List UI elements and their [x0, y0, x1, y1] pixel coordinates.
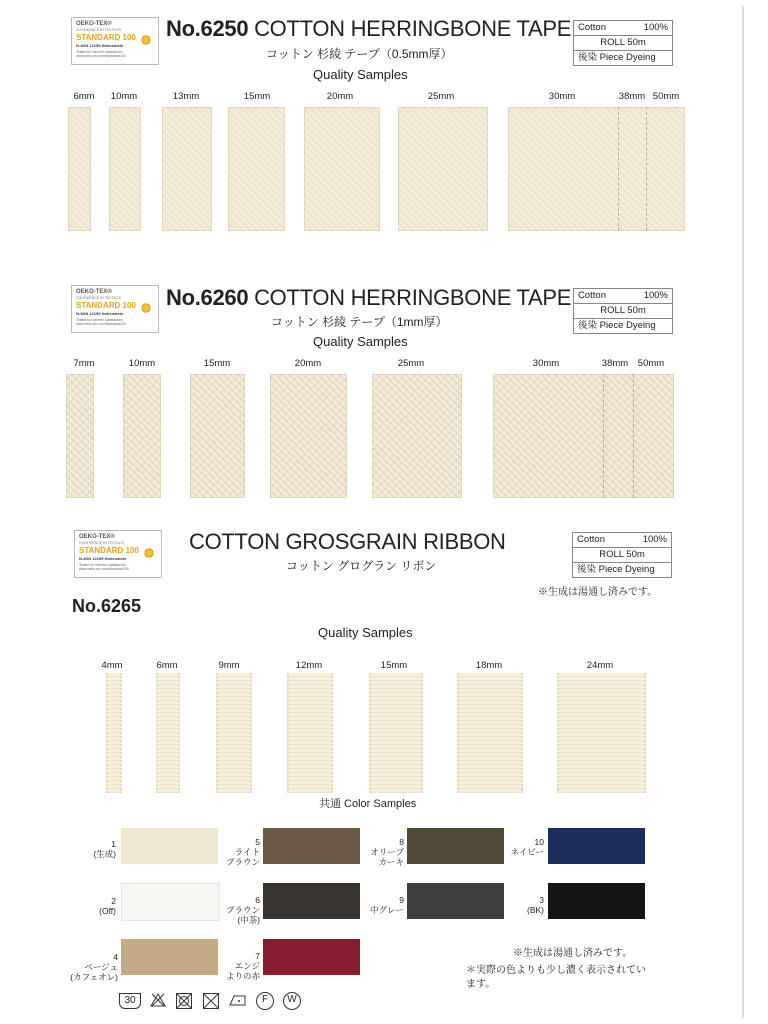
width-label: 15mm	[243, 91, 271, 102]
oeko-brand: OEKO-TEX®	[79, 534, 115, 540]
swatch-label: 5 ライト ブラウン	[225, 837, 260, 867]
spec-material: Cotton	[577, 534, 605, 545]
wet-clean-w-icon: W	[283, 992, 301, 1010]
section-title: COTTON GROSGRAIN RIBBON	[189, 529, 506, 554]
ribbon-sample	[106, 673, 122, 793]
oeko-code: N-4KN 12159 Hohenstein	[76, 311, 124, 316]
spec-material: Cotton	[578, 290, 606, 301]
oeko-tagline: CONFIDENCE IN TEXTILES	[76, 28, 122, 32]
color-swatch	[407, 883, 504, 919]
width-label: 18mm	[475, 660, 503, 671]
color-swatch	[548, 828, 645, 864]
product-subtitle: コットン 杉綾 テープ（1mm厚）	[271, 315, 448, 329]
width-label: 50mm	[637, 358, 665, 369]
width-label: 38mm	[601, 358, 629, 369]
product-number: No.6260	[166, 285, 249, 310]
color-swatch	[263, 828, 360, 864]
product-name: COTTON HERRINGBONE TAPE	[254, 16, 572, 41]
oeko-standard: STANDARD 100	[79, 546, 139, 555]
ribbon-sample	[287, 673, 333, 793]
width-label: 6mm	[73, 91, 95, 102]
width-label: 12mm	[295, 660, 323, 671]
width-label: 20mm	[326, 91, 354, 102]
swatch-label: 6 ブラウン (中茶)	[225, 895, 260, 925]
spec-table	[572, 532, 672, 578]
oeko-tested: Tested for harmful substances www.oeko-tex.com/standard100	[76, 318, 126, 327]
oeko-code: N-4KN 12159 Hohenstein	[79, 556, 127, 561]
oeko-tagline: CONFIDENCE IN TEXTILES	[79, 541, 125, 545]
width-label: 30mm	[548, 91, 576, 102]
width-label: 7mm	[73, 358, 95, 369]
spec-dye: 後染 Piece Dyeing	[578, 52, 656, 63]
width-label: 38mm	[618, 91, 646, 102]
swatch-label: 8 オリーブ カーキ	[370, 837, 404, 867]
tape-sample	[398, 107, 488, 231]
color-swatch	[407, 828, 504, 864]
product-subtitle: コットン 杉綾 テープ（0.5mm厚）	[266, 47, 453, 61]
width-label: 10mm	[128, 358, 156, 369]
iron-icon	[228, 993, 248, 1007]
tape-sample-wide	[493, 374, 674, 498]
sun-logo-icon	[143, 547, 155, 559]
product-number: No.6265	[72, 596, 142, 616]
tape-sample	[109, 107, 141, 231]
spec-dye: 後染 Piece Dyeing	[578, 320, 656, 331]
quality-samples-label: Quality Samples	[313, 67, 408, 82]
width-label: 25mm	[427, 91, 455, 102]
oeko-code: N-4KN 12159 Hohenstein	[76, 43, 124, 48]
spec-percent: 100%	[643, 290, 668, 301]
spec-roll: ROLL 50m	[574, 36, 672, 51]
width-label: 13mm	[172, 91, 200, 102]
oeko-standard: STANDARD 100	[76, 33, 136, 42]
oeko-brand: OEKO-TEX®	[76, 289, 112, 295]
ribbon-sample	[216, 673, 252, 793]
oeko-tested: Tested for harmful substances www.oeko-tex.com/standard100	[76, 50, 126, 59]
width-label: 15mm	[203, 358, 231, 369]
tape-sample	[162, 107, 212, 231]
spec-table	[573, 288, 673, 334]
spec-material: Cotton	[578, 22, 606, 33]
spec-table	[573, 20, 673, 66]
width-label: 24mm	[586, 660, 614, 671]
tape-sample	[304, 107, 380, 231]
oeko-tagline: CONFIDENCE IN TEXTILES	[76, 296, 122, 300]
color-disclaimer: ＊実際の色よりも少し濃く表示されてい ます。	[466, 965, 646, 990]
width-label: 15mm	[380, 660, 408, 671]
swatch-label: 3 (BK)	[527, 895, 544, 915]
section-title	[166, 16, 571, 42]
tape-sample-wide	[508, 107, 685, 231]
tape-sample	[270, 374, 347, 498]
width-label: 50mm	[652, 91, 680, 102]
color-swatch	[548, 883, 645, 919]
width-label: 9mm	[218, 660, 240, 671]
color-swatch	[263, 939, 360, 975]
no-bleach-icon	[150, 993, 166, 1007]
color-swatch	[121, 939, 218, 975]
color-samples-heading: 共通 Color Samples	[319, 798, 417, 810]
oeko-tested: Tested for harmful substances www.oeko-tex.com/standard100	[79, 563, 129, 572]
swatch-label: 7 エンジ よりの赤	[225, 951, 260, 981]
sun-logo-icon	[140, 302, 152, 314]
section-title	[166, 285, 571, 311]
ribbon-sample	[557, 673, 646, 793]
width-label: 20mm	[294, 358, 322, 369]
oeko-brand: OEKO-TEX®	[76, 21, 112, 27]
oeko-tex-badge	[71, 285, 159, 333]
product-name: COTTON HERRINGBONE TAPE	[254, 285, 572, 310]
tape-sample	[372, 374, 462, 498]
swatch-label: 1 (生成)	[93, 839, 116, 859]
spec-dye: 後染 Piece Dyeing	[577, 564, 655, 575]
color-swatch	[263, 883, 360, 919]
width-label: 10mm	[110, 91, 138, 102]
width-label: 25mm	[397, 358, 425, 369]
spec-percent: 100%	[643, 22, 668, 33]
product-number: No.6250	[166, 16, 249, 41]
oeko-tex-badge	[74, 530, 162, 578]
sun-logo-icon	[140, 34, 152, 46]
ribbon-sample	[457, 673, 523, 793]
finish-note: ※生成は湯通し済みです。	[513, 948, 633, 959]
dry-flat-icon	[203, 993, 219, 1009]
product-subtitle: コットン グログラン リボン	[286, 559, 437, 573]
oeko-standard: STANDARD 100	[76, 301, 136, 310]
wash-30-icon: 30	[119, 993, 141, 1009]
tape-sample	[228, 107, 285, 231]
ribbon-sample	[369, 673, 423, 793]
dry-clean-f-icon: F	[256, 992, 274, 1010]
quality-samples-label: Quality Samples	[313, 334, 408, 349]
oeko-tex-badge	[71, 17, 159, 65]
ribbon-sample	[156, 673, 180, 793]
spec-roll: ROLL 50m	[573, 548, 671, 563]
swatch-label: 2 (Off)	[99, 896, 116, 916]
tape-sample	[190, 374, 245, 498]
quality-samples-label: Quality Samples	[318, 625, 413, 640]
tape-sample	[123, 374, 161, 498]
swatch-label: 10 ネイビー	[510, 837, 544, 857]
spec-roll: ROLL 50m	[574, 304, 672, 319]
spec-percent: 100%	[642, 534, 667, 545]
color-swatch	[121, 883, 220, 921]
tape-sample	[68, 107, 91, 231]
width-label: 6mm	[156, 660, 178, 671]
width-label: 30mm	[532, 358, 560, 369]
swatch-label: 4 ベージュ (カフェオレ)	[70, 952, 118, 982]
finish-note: ※生成は湯通し済みです。	[538, 587, 658, 598]
tape-sample	[66, 374, 94, 498]
width-label: 4mm	[101, 660, 123, 671]
no-tumble-dry-icon	[176, 993, 192, 1009]
swatch-label: 9 中グレー	[369, 895, 404, 915]
color-swatch	[121, 828, 218, 864]
